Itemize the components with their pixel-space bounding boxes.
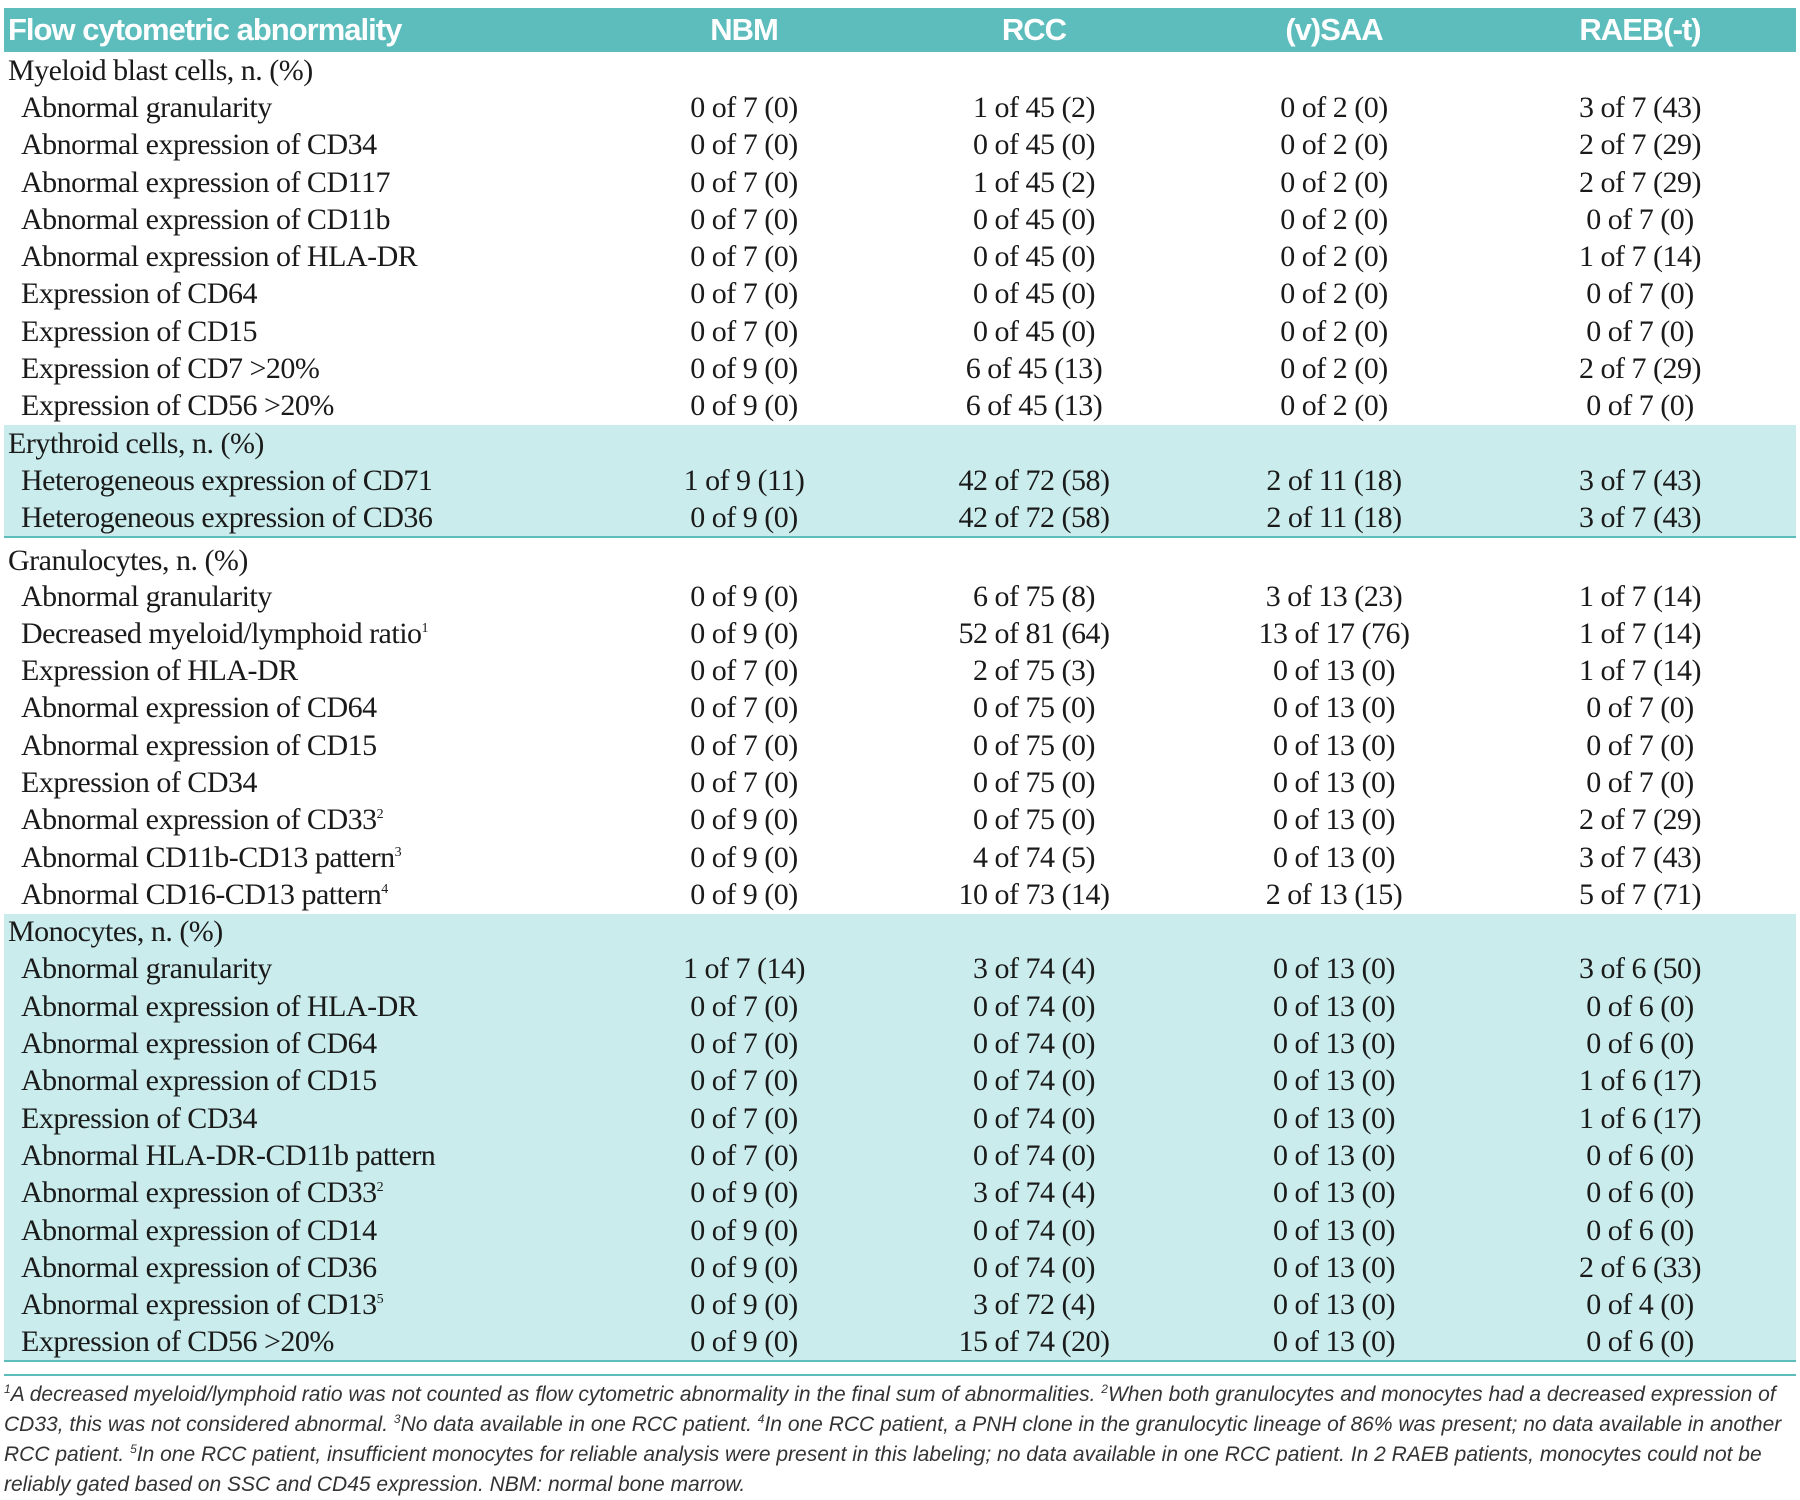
cell-vsaa: 0 of 13 (0) (1273, 1250, 1395, 1284)
table-row (4, 238, 1796, 275)
table-header (4, 8, 1796, 52)
cell-raeb: 2 of 6 (33) (1579, 1250, 1701, 1284)
footnote-marker: 2 (376, 807, 384, 823)
cell-raeb: 0 of 7 (0) (1586, 728, 1694, 762)
table-row (4, 988, 1796, 1025)
table-row (4, 727, 1796, 764)
table-row (4, 876, 1796, 913)
section-title: Myeloid blast cells, n. (%) (8, 53, 313, 87)
row-label-text: Abnormal HLA-DR-CD11b pattern (21, 1138, 436, 1172)
cell-rcc: 0 of 74 (0) (973, 1138, 1095, 1172)
cell-nbm: 0 of 7 (0) (690, 1138, 798, 1172)
cell-raeb: 0 of 6 (0) (1586, 989, 1694, 1023)
cell-vsaa: 0 of 13 (0) (1273, 1138, 1395, 1172)
cell-rcc: 0 of 45 (0) (973, 314, 1095, 348)
row-label-text: Abnormal expression of CD64 (21, 1027, 377, 1061)
row-label (4, 690, 604, 727)
cell-rcc: 0 of 75 (0) (973, 803, 1095, 837)
row-label-text: Expression of CD56 >20% (21, 1324, 334, 1358)
section-group (4, 425, 1796, 537)
cell-raeb: 0 of 7 (0) (1586, 314, 1694, 348)
table-row (4, 1063, 1796, 1100)
row-label-text: Abnormal granularity (21, 952, 272, 986)
cell-raeb: 1 of 7 (14) (1579, 579, 1701, 613)
cell-vsaa: 0 of 13 (0) (1273, 1324, 1395, 1358)
cell-vsaa: 0 of 2 (0) (1280, 165, 1388, 199)
row-label-text: Abnormal expression of HLA-DR (21, 989, 418, 1023)
footnote-marker: 4 (757, 1412, 765, 1426)
header-rcc: RCC (1001, 12, 1067, 47)
cell-rcc: 0 of 74 (0) (973, 1213, 1095, 1247)
cell-rcc: 1 of 45 (2) (973, 165, 1095, 199)
cell-rcc: 6 of 75 (8) (973, 579, 1095, 613)
footnote-marker: 2 (376, 1180, 384, 1196)
table-row (4, 615, 1796, 652)
table-row (4, 690, 1796, 727)
table-row (4, 1025, 1796, 1062)
cell-raeb: 1 of 7 (14) (1579, 616, 1701, 650)
cell-raeb: 2 of 7 (29) (1579, 803, 1701, 837)
cell-nbm: 0 of 7 (0) (690, 765, 798, 799)
row-label (4, 764, 604, 801)
table-row (4, 1324, 1796, 1361)
footnote-marker: 4 (381, 881, 388, 897)
cell-rcc: 0 of 74 (0) (973, 1101, 1095, 1135)
row-label-text: Expression of CD64 (21, 277, 257, 311)
row-label-text: Expression of CD56 >20% (21, 389, 334, 423)
row-label-text: Expression of CD34 (21, 765, 257, 799)
section-header-row (4, 537, 1796, 578)
row-label-text: Abnormal CD11b-CD13 pattern (21, 840, 395, 874)
cell-vsaa: 0 of 13 (0) (1273, 1101, 1395, 1135)
row-label (4, 1137, 604, 1174)
row-label (4, 1324, 604, 1361)
cell-raeb: 0 of 7 (0) (1586, 277, 1694, 311)
row-label-text: Expression of HLA-DR (21, 654, 298, 688)
cell-nbm: 0 of 9 (0) (690, 1288, 798, 1322)
table-row (4, 462, 1796, 499)
table-row (4, 1212, 1796, 1249)
cell-nbm: 0 of 9 (0) (690, 500, 798, 534)
cell-rcc: 0 of 45 (0) (973, 202, 1095, 236)
cell-rcc: 1 of 45 (2) (973, 90, 1095, 124)
cell-vsaa: 0 of 13 (0) (1273, 728, 1395, 762)
table-row (4, 276, 1796, 313)
row-label (4, 1100, 604, 1137)
footnote-text: A decreased myeloid/lymphoid ratio was not counted as flow cytometric abnormality in the final sum of abnormalities. (10, 1383, 1102, 1406)
cell-nbm: 0 of 9 (0) (690, 1176, 798, 1210)
footnote-text: In one RCC patient, a PNH clone in the granulocytic lineage of 86% was present; no data available in another RCC patient. (4, 1413, 1782, 1466)
row-label (4, 988, 604, 1025)
cell-nbm: 0 of 9 (0) (690, 877, 798, 911)
cell-nbm: 1 of 7 (14) (683, 952, 805, 986)
row-label-text: Abnormal expression of CD14 (21, 1213, 377, 1247)
header-raeb: RAEB(-t) (1579, 12, 1701, 47)
row-label (4, 350, 604, 387)
cell-raeb: 2 of 7 (29) (1579, 352, 1701, 386)
cell-nbm: 0 of 7 (0) (690, 1027, 798, 1061)
cell-raeb: 0 of 6 (0) (1586, 1027, 1694, 1061)
row-label-text: Abnormal granularity (21, 90, 272, 124)
cell-nbm: 0 of 7 (0) (690, 314, 798, 348)
row-label (4, 462, 604, 499)
table-row (4, 951, 1796, 988)
footnote-marker: 1 (421, 620, 429, 636)
section-title: Erythroid cells, n. (%) (8, 426, 264, 460)
cell-vsaa: 0 of 2 (0) (1280, 128, 1388, 162)
cell-rcc: 0 of 75 (0) (973, 728, 1095, 762)
row-label (4, 951, 604, 988)
table-row (4, 313, 1796, 350)
cell-vsaa: 0 of 13 (0) (1273, 691, 1395, 725)
cell-rcc: 0 of 74 (0) (973, 1250, 1095, 1284)
cell-nbm: 0 of 9 (0) (690, 579, 798, 613)
row-label (4, 1063, 604, 1100)
cell-raeb: 0 of 6 (0) (1586, 1138, 1694, 1172)
row-label (4, 89, 604, 126)
cell-vsaa: 0 of 13 (0) (1273, 1176, 1395, 1210)
cell-nbm: 0 of 7 (0) (690, 654, 798, 688)
row-label (4, 727, 604, 764)
cell-vsaa: 2 of 11 (18) (1266, 500, 1402, 534)
cell-raeb: 3 of 7 (43) (1579, 463, 1701, 497)
cell-rcc: 0 of 45 (0) (973, 240, 1095, 274)
section-header-row (4, 914, 1796, 951)
cell-vsaa: 3 of 13 (23) (1265, 579, 1403, 613)
table-row (4, 1100, 1796, 1137)
row-label-text: Abnormal expression of CD11b (21, 202, 390, 236)
row-label (4, 1287, 604, 1324)
row-label-text: Heterogeneous expression of CD71 (21, 463, 433, 497)
cell-nbm: 0 of 7 (0) (690, 1064, 798, 1098)
table-row (4, 578, 1796, 615)
header-vsaa: (v)SAA (1285, 12, 1383, 47)
cell-rcc: 0 of 75 (0) (973, 765, 1095, 799)
cell-vsaa: 0 of 2 (0) (1280, 389, 1388, 423)
cell-rcc: 6 of 45 (13) (965, 389, 1103, 423)
cell-rcc: 3 of 74 (4) (973, 952, 1095, 986)
footnote-text: When both granulocytes and monocytes had a decreased expression of CD33, this was not considered abnormal. (4, 1383, 1776, 1436)
table-row (4, 764, 1796, 801)
row-label-text: Heterogeneous expression of CD36 (21, 500, 433, 534)
row-label (4, 164, 604, 201)
footnote-marker: 2 (1101, 1382, 1108, 1396)
cell-rcc: 0 of 75 (0) (973, 691, 1095, 725)
row-label (4, 615, 604, 652)
cell-vsaa: 0 of 2 (0) (1280, 314, 1388, 348)
cell-vsaa: 0 of 13 (0) (1273, 765, 1395, 799)
cell-raeb: 3 of 6 (50) (1579, 952, 1701, 986)
cell-nbm: 0 of 9 (0) (690, 1250, 798, 1284)
cell-raeb: 1 of 7 (14) (1579, 240, 1701, 274)
footnote-marker: 3 (393, 1412, 401, 1426)
row-label (4, 238, 604, 275)
cell-nbm: 0 of 9 (0) (690, 389, 798, 423)
header-abnormality: Flow cytometric abnormality (8, 12, 402, 47)
cell-vsaa: 0 of 2 (0) (1280, 202, 1388, 236)
cell-raeb: 0 of 6 (0) (1586, 1324, 1694, 1358)
row-label (4, 313, 604, 350)
cell-raeb: 2 of 7 (29) (1579, 128, 1701, 162)
row-label (4, 1212, 604, 1249)
section-group (4, 537, 1796, 914)
table-row (4, 1249, 1796, 1286)
row-label (4, 839, 604, 876)
cell-rcc: 42 of 72 (58) (958, 463, 1110, 497)
cell-rcc: 3 of 74 (4) (973, 1176, 1095, 1210)
cell-rcc: 0 of 74 (0) (973, 989, 1095, 1023)
section-group (4, 52, 1796, 425)
cell-vsaa: 2 of 13 (15) (1265, 877, 1403, 911)
row-label (4, 876, 604, 913)
cell-vsaa: 0 of 13 (0) (1273, 654, 1395, 688)
cell-raeb: 0 of 6 (0) (1586, 1176, 1694, 1210)
cell-vsaa: 0 of 2 (0) (1280, 277, 1388, 311)
table-row (4, 500, 1796, 537)
cell-rcc: 0 of 45 (0) (973, 277, 1095, 311)
cell-rcc: 3 of 72 (4) (973, 1288, 1095, 1322)
table-row (4, 802, 1796, 839)
footnote-marker: 5 (376, 1292, 384, 1308)
row-label (4, 1175, 604, 1212)
footnote-text: In one RCC patient, insufficient monocytes for reliable analysis were present in this labeling; no data available in one RCC patient. In 2 RAEB patients, monocytes could not be reliably gated based on SSC and CD45 expression. NBM: normal bone marrow. (4, 1443, 1762, 1496)
row-label-text: Abnormal expression of HLA-DR (21, 240, 418, 274)
row-label-text: Abnormal expression of CD64 (21, 691, 377, 725)
row-label (4, 1249, 604, 1286)
cell-nbm: 0 of 7 (0) (690, 989, 798, 1023)
row-label-text: Abnormal expression of CD33 (21, 1176, 377, 1210)
cell-nbm: 1 of 9 (11) (683, 463, 805, 497)
cell-nbm: 0 of 9 (0) (690, 803, 798, 837)
cell-vsaa: 0 of 13 (0) (1273, 1213, 1395, 1247)
cell-rcc: 52 of 81 (64) (958, 616, 1110, 650)
cell-rcc: 2 of 75 (3) (973, 654, 1095, 688)
row-label-text: Abnormal granularity (21, 579, 272, 613)
cell-rcc: 15 of 74 (20) (958, 1324, 1110, 1358)
cell-raeb: 0 of 6 (0) (1586, 1213, 1694, 1247)
cell-nbm: 0 of 7 (0) (690, 165, 798, 199)
cell-nbm: 0 of 9 (0) (690, 352, 798, 386)
footnote-marker: 3 (394, 844, 402, 860)
table-row (4, 1287, 1796, 1324)
row-label-text: Abnormal expression of CD36 (21, 1250, 377, 1284)
cell-vsaa: 0 of 13 (0) (1273, 840, 1395, 874)
cell-vsaa: 0 of 13 (0) (1273, 1064, 1395, 1098)
table-row (4, 652, 1796, 689)
row-label-text: Expression of CD7 >20% (21, 352, 320, 386)
cell-rcc: 0 of 45 (0) (973, 128, 1095, 162)
cell-vsaa: 0 of 13 (0) (1273, 952, 1395, 986)
row-label (4, 388, 604, 425)
cell-rcc: 0 of 74 (0) (973, 1064, 1095, 1098)
row-label (4, 1025, 604, 1062)
row-label (4, 201, 604, 238)
cell-raeb: 0 of 7 (0) (1586, 691, 1694, 725)
table-row (4, 1137, 1796, 1174)
row-label (4, 500, 604, 537)
cell-nbm: 0 of 7 (0) (690, 128, 798, 162)
table-row (4, 164, 1796, 201)
cell-nbm: 0 of 7 (0) (690, 240, 798, 274)
row-label-text: Abnormal expression of CD34 (21, 128, 377, 162)
row-label-text: Abnormal CD16-CD13 pattern (21, 877, 382, 911)
cell-nbm: 0 of 9 (0) (690, 616, 798, 650)
cell-raeb: 0 of 7 (0) (1586, 765, 1694, 799)
cell-vsaa: 0 of 2 (0) (1280, 90, 1388, 124)
cell-raeb: 1 of 7 (14) (1579, 654, 1701, 688)
row-label (4, 578, 604, 615)
row-label-text: Abnormal expression of CD117 (21, 165, 390, 199)
cell-rcc: 10 of 73 (14) (958, 877, 1110, 911)
cell-rcc: 42 of 72 (58) (958, 500, 1110, 534)
cell-vsaa: 2 of 11 (18) (1266, 463, 1402, 497)
table-row (4, 839, 1796, 876)
header-nbm: NBM (710, 12, 778, 47)
row-label-text: Decreased myeloid/lymphoid ratio (21, 616, 422, 650)
cell-nbm: 0 of 9 (0) (690, 840, 798, 874)
cell-nbm: 0 of 7 (0) (690, 90, 798, 124)
row-label-text: Abnormal expression of CD13 (21, 1288, 377, 1322)
section-header-row (4, 52, 1796, 89)
cell-raeb: 3 of 7 (43) (1579, 500, 1701, 534)
cell-nbm: 0 of 7 (0) (690, 1101, 798, 1135)
row-label (4, 127, 604, 164)
cell-nbm: 0 of 7 (0) (690, 728, 798, 762)
cell-vsaa: 0 of 13 (0) (1273, 803, 1395, 837)
table-row (4, 201, 1796, 238)
cell-raeb: 0 of 7 (0) (1586, 202, 1694, 236)
row-label (4, 802, 604, 839)
table-footnote (4, 1374, 1796, 1500)
section-group (4, 914, 1796, 1362)
row-label-text: Abnormal expression of CD33 (21, 803, 377, 837)
cell-nbm: 0 of 9 (0) (690, 1324, 798, 1358)
section-title: Monocytes, n. (%) (8, 915, 223, 949)
row-label-text: Abnormal expression of CD15 (21, 1064, 377, 1098)
cell-vsaa: 0 of 2 (0) (1280, 240, 1388, 274)
footnote-text: No data available in one RCC patient. (400, 1413, 758, 1436)
flow-cytometry-table (4, 8, 1796, 1362)
cell-raeb: 3 of 7 (43) (1579, 840, 1701, 874)
cell-vsaa: 0 of 13 (0) (1273, 1027, 1395, 1061)
cell-nbm: 0 of 7 (0) (690, 202, 798, 236)
cell-rcc: 4 of 74 (5) (973, 840, 1095, 874)
footnote-marker: 5 (130, 1442, 137, 1456)
cell-raeb: 0 of 7 (0) (1586, 389, 1694, 423)
cell-raeb: 1 of 6 (17) (1579, 1064, 1701, 1098)
section-title: Granulocytes, n. (%) (8, 543, 248, 577)
cell-raeb: 0 of 4 (0) (1586, 1288, 1694, 1322)
row-label-text: Expression of CD15 (21, 314, 257, 348)
cell-vsaa: 0 of 2 (0) (1280, 352, 1388, 386)
cell-raeb: 2 of 7 (29) (1579, 165, 1701, 199)
table-row (4, 1175, 1796, 1212)
row-label (4, 652, 604, 689)
cell-vsaa: 0 of 13 (0) (1273, 1288, 1395, 1322)
cell-raeb: 5 of 7 (71) (1579, 877, 1701, 911)
cell-rcc: 0 of 74 (0) (973, 1027, 1095, 1061)
cell-raeb: 3 of 7 (43) (1579, 90, 1701, 124)
section-header-row (4, 425, 1796, 462)
table-row (4, 350, 1796, 387)
cell-nbm: 0 of 9 (0) (690, 1213, 798, 1247)
cell-nbm: 0 of 7 (0) (690, 691, 798, 725)
table-row (4, 127, 1796, 164)
table-row (4, 89, 1796, 126)
cell-raeb: 1 of 6 (17) (1579, 1101, 1701, 1135)
cell-nbm: 0 of 7 (0) (690, 277, 798, 311)
cell-vsaa: 13 of 17 (76) (1258, 616, 1410, 650)
row-label-text: Expression of CD34 (21, 1101, 257, 1135)
table-row (4, 388, 1796, 425)
row-label (4, 276, 604, 313)
row-label-text: Abnormal expression of CD15 (21, 728, 377, 762)
cell-rcc: 6 of 45 (13) (965, 352, 1103, 386)
cell-vsaa: 0 of 13 (0) (1273, 989, 1395, 1023)
footnote-marker: 1 (4, 1382, 11, 1396)
